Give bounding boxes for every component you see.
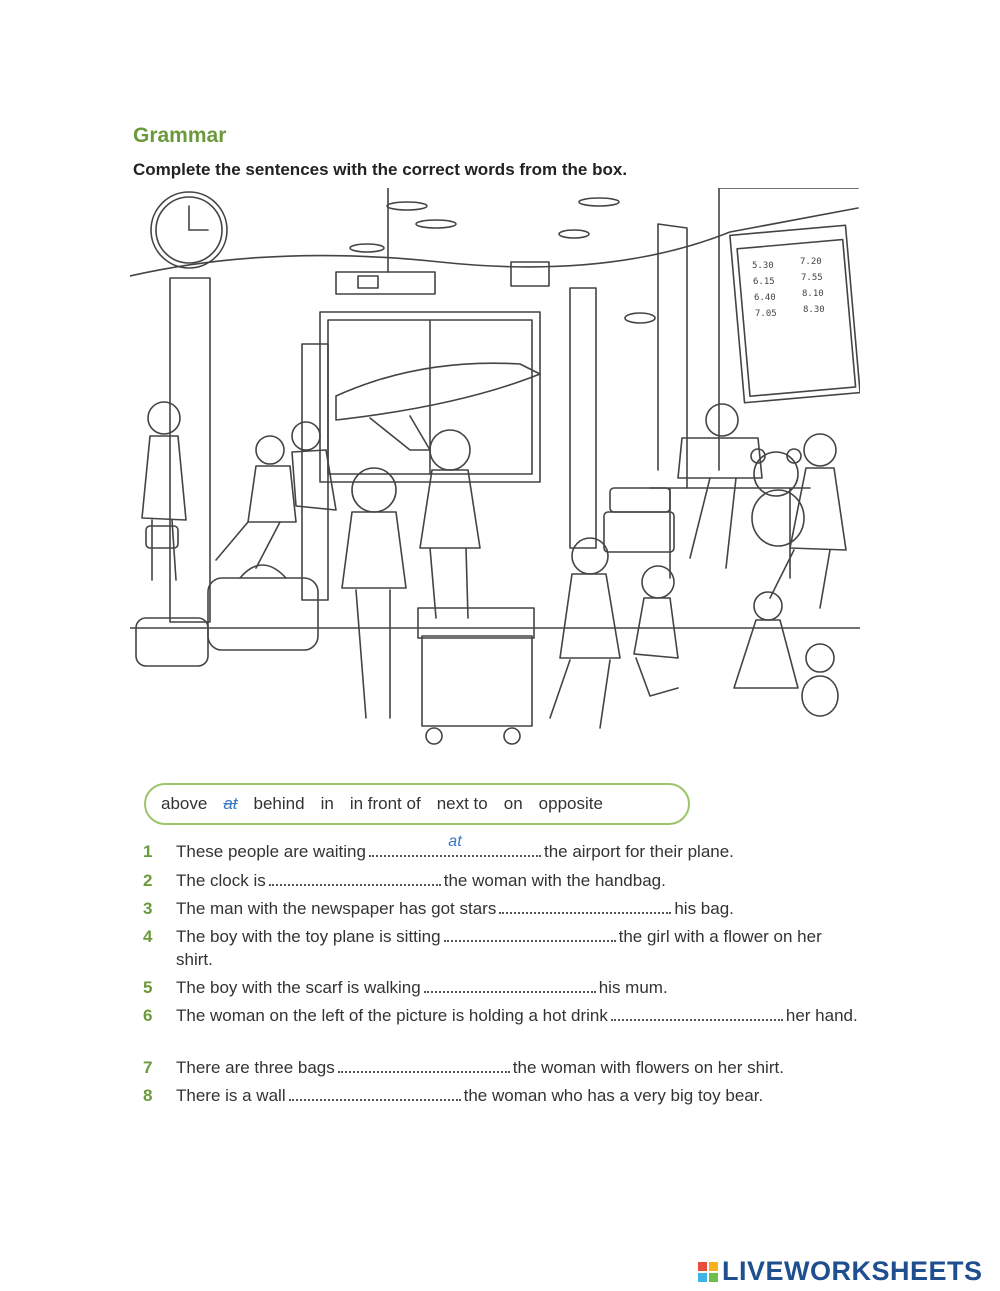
board-line: 7.55: [801, 273, 823, 283]
sentence-text: These people are waiting: [176, 842, 366, 861]
board-line: 5.30: [752, 261, 774, 271]
logo-block: [709, 1273, 718, 1282]
item-number: 8: [143, 1086, 153, 1105]
logo-blocks-icon: [698, 1262, 718, 1282]
sentence-item: [143, 1056, 863, 1079]
board-line: 8.10: [802, 289, 824, 299]
sentence-text: The man with the newspaper has got stars: [176, 899, 497, 918]
word-option: on: [503, 794, 523, 813]
sentence-text: There is a wall: [176, 1086, 286, 1105]
sentence-text: the woman who has a very big toy bear.: [463, 1086, 764, 1105]
instruction-text: Complete the sentences with the correct words from the box.: [133, 160, 628, 179]
sentence-text: the girl with a flower on her shirt.: [176, 927, 822, 969]
item-number: 4: [143, 927, 153, 946]
answer-blank[interactable]: [369, 833, 541, 857]
word-option: behind: [253, 794, 305, 813]
word-option: in front of: [349, 794, 421, 813]
sentence-item: [143, 976, 863, 999]
sentence-text: the woman with the handbag.: [443, 871, 666, 890]
answer-blank[interactable]: [499, 897, 671, 914]
word-option: next to: [436, 794, 488, 813]
board-line: 6.40: [754, 293, 776, 303]
board-line: 6.15: [753, 277, 775, 287]
item-number: 6: [143, 1006, 153, 1025]
word-option: in: [320, 794, 334, 813]
section-heading: Grammar: [133, 124, 227, 147]
logo-block: [709, 1262, 718, 1271]
word-option: above: [161, 794, 208, 813]
sentence-item: [143, 833, 863, 863]
answer-blank[interactable]: [424, 976, 596, 993]
sentence-item: [143, 1084, 863, 1107]
sentence-text: There are three bags: [176, 1058, 335, 1077]
answer-blank[interactable]: [444, 925, 616, 942]
logo-block: [698, 1273, 707, 1282]
sentence-item: [143, 925, 863, 971]
departure-board: [730, 225, 860, 402]
answer-blank[interactable]: [269, 869, 441, 886]
word-option: opposite: [538, 794, 603, 813]
liveworksheets-logo: [698, 1256, 983, 1287]
sentence-text: his bag.: [674, 899, 734, 918]
board-line: 7.05: [755, 309, 777, 319]
airport-illustration: [130, 188, 860, 760]
answer-blank[interactable]: [611, 1004, 783, 1021]
word-option-used: at: [223, 794, 238, 813]
sentence-text: the airport for their plane.: [543, 842, 734, 861]
board-line: 8.30: [803, 305, 825, 315]
sentence-text: the woman with flowers on her shirt.: [512, 1058, 784, 1077]
item-number: 5: [143, 978, 153, 997]
sentence-text: his mum.: [598, 978, 668, 997]
answer-value: at: [448, 833, 462, 850]
logo-text: LIVEWORKSHEETS: [722, 1256, 983, 1286]
answer-blank[interactable]: [338, 1056, 510, 1073]
sentence-text: The boy with the toy plane is sitting: [176, 927, 441, 946]
item-number: 2: [143, 871, 153, 890]
sentence-text: The woman on the left of the picture is holding a hot drink: [176, 1006, 608, 1025]
sentence-item: [143, 869, 863, 892]
answer-blank[interactable]: [289, 1084, 461, 1101]
sentence-text: The clock is: [176, 871, 266, 890]
departure-board-lines: [752, 257, 825, 319]
word-box: [144, 783, 690, 825]
clock-icon: [151, 192, 227, 268]
item-number: 3: [143, 899, 153, 918]
sentence-text: her hand.: [785, 1006, 858, 1025]
sentence-item: [143, 1004, 863, 1027]
board-line: 7.20: [800, 257, 822, 267]
logo-block: [698, 1262, 707, 1271]
sentence-item: [143, 897, 863, 920]
item-number: 7: [143, 1058, 153, 1077]
item-number: 1: [143, 842, 153, 861]
sentence-text: The boy with the scarf is walking: [176, 978, 421, 997]
